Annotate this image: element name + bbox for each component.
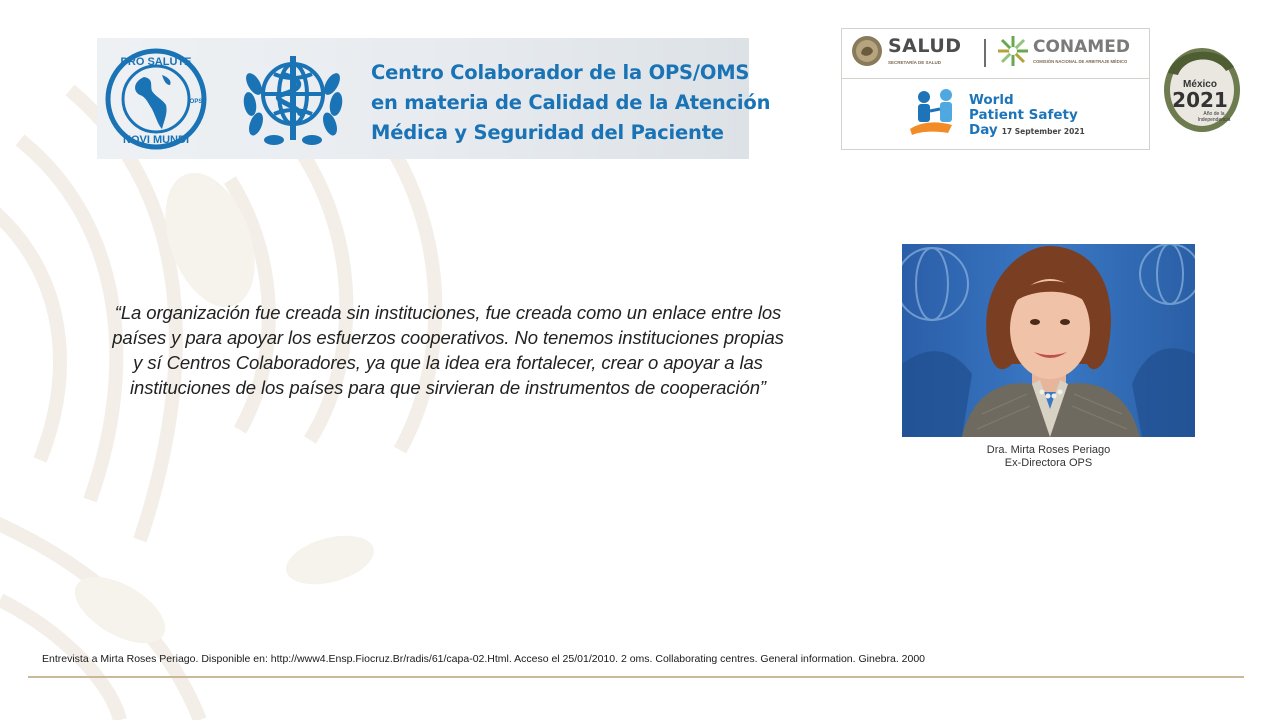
ops-banner-line-1: Centro Colaborador de la OPS/OMS — [371, 61, 750, 84]
photo-caption-role: Ex-Directora OPS — [1004, 457, 1093, 469]
quote-line-4: instituciones de los países para que sirvieran de instrumentos de cooperación” — [130, 377, 766, 398]
logo-divider — [984, 39, 986, 67]
who-emblem-icon — [234, 44, 352, 154]
emblem-text-side: OPS — [189, 99, 203, 105]
quote-text — [48, 300, 848, 400]
conamed-label: CONAMED — [1033, 37, 1130, 57]
salud-conamed-logo-box — [841, 28, 1150, 150]
quote-line-1: “La organización fue creada sin instituciones, fue creada como un enlace entre los — [114, 302, 782, 323]
salud-seal-icon — [851, 35, 883, 67]
wpsd-day: Day — [969, 122, 998, 138]
wpsd-world: World — [969, 92, 1014, 108]
wpsd-date: 17 September 2021 — [1001, 127, 1085, 136]
mexico-logo-line-3: Año de la — [1203, 111, 1225, 117]
quote-line-3: y sí Centros Colaboradores, ya que la idea era fortalecer, crear o apoyar a las — [133, 352, 763, 373]
mexico-2021-logo — [1160, 43, 1242, 133]
wpsd-day-line — [969, 122, 1085, 138]
emblem-text-bottom: NOVI MUNDI — [123, 134, 189, 146]
ops-banner-line-3: Médica y Seguridad del Paciente — [371, 121, 724, 144]
ops-banner-line-2: en materia de Calidad de la Atención — [371, 91, 771, 114]
quote-line-2: países y para apoyar los esfuerzos cooperativos. No tenemos instituciones propias — [112, 327, 784, 348]
conamed-sunburst-icon — [997, 35, 1029, 67]
mexico-logo-year: 2021 — [1172, 88, 1228, 112]
pro-salute-emblem-icon — [104, 47, 208, 151]
patient-safety-figures-icon — [908, 89, 966, 137]
salud-subtitle: SECRETARÍA DE SALUD — [888, 60, 942, 65]
wpsd-patient-safety: Patient Safety — [969, 107, 1078, 123]
photo-caption — [902, 444, 1195, 470]
footer-divider — [28, 676, 1244, 678]
emblem-text-top: PRO SALUTE — [120, 56, 192, 68]
mexico-logo-line-1: México — [1183, 79, 1217, 90]
photo-caption-name: Dra. Mirta Roses Periago — [986, 444, 1111, 456]
ops-banner-title — [371, 58, 771, 148]
conamed-subtitle: COMISIÓN NACIONAL DE ARBITRAJE MÉDICO — [1033, 59, 1128, 64]
reference-citation: Entrevista a Mirta Roses Periago. Disponible en: http://www4.Ensp.Fiocruz.Br/radis/61/capa-02.Html. Acceso el 25/01/2010. 2 oms. Collaborating centres. General information. Ginebra. 2000 — [42, 653, 926, 665]
salud-conamed-header — [842, 29, 1149, 79]
mexico-logo-line-4: Independencia — [1197, 117, 1231, 123]
portrait-photo — [902, 244, 1195, 437]
salud-label: SALUD — [888, 35, 962, 57]
ops-oms-banner — [97, 38, 771, 159]
